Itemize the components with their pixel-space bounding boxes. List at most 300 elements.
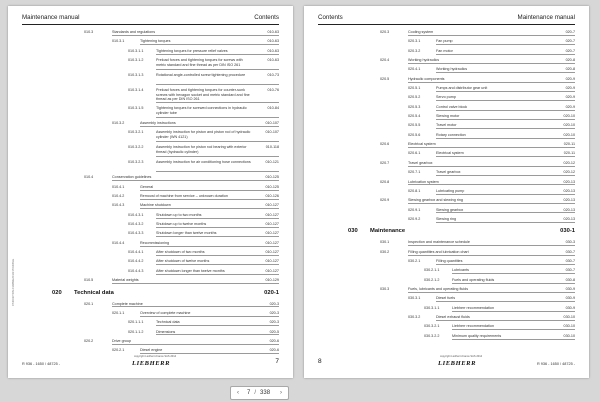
toc-leader-line — [140, 199, 279, 200]
toc-entry[interactable] — [22, 47, 279, 56]
toc-leader-line — [112, 344, 279, 345]
toc-entry-title: Inspection and maintenance schedule — [408, 240, 470, 245]
toc-entry-number: 010.5 — [84, 278, 94, 283]
toc-entry[interactable] — [22, 128, 279, 143]
toc-entry[interactable] — [318, 285, 575, 294]
toc-leader-line — [408, 63, 575, 64]
toc-entry[interactable] — [22, 143, 279, 158]
toc-entry[interactable] — [318, 266, 575, 275]
toc-entry-title: Diesel fuels — [436, 296, 456, 301]
toc-entry[interactable] — [318, 206, 575, 215]
toc-leader-line — [436, 54, 575, 55]
toc-entry-title: Control valve block — [436, 104, 468, 109]
toc-entry-page: 020-6 — [269, 348, 279, 353]
toc-entry-number: 020.7 — [380, 160, 390, 165]
toc-entry-page: 010-73 — [267, 73, 279, 78]
toc-entry-number: 030.3.1 — [408, 296, 421, 301]
page-navigator — [230, 386, 289, 400]
toc-entry-page: 010-63 — [267, 30, 279, 34]
toc-leader-line — [452, 329, 575, 330]
toc-entry[interactable] — [318, 257, 575, 266]
toc-entry-number: 010.3.2.3 — [128, 160, 144, 165]
toc-entry-page: 020-12 — [563, 170, 575, 175]
toc-entry[interactable] — [318, 103, 575, 112]
toc-entry-title: Lubricating pump — [436, 188, 465, 193]
toc-entry[interactable] — [22, 183, 279, 192]
toc-entry[interactable] — [318, 238, 575, 247]
toc-entry-page: 020-3 — [269, 310, 279, 315]
page-number: 8 — [318, 358, 322, 365]
toc-entry-title: Working hydraulics — [408, 58, 440, 63]
toc-entry-title: Fuels and operating fluids — [452, 277, 495, 282]
toc-entry-title: Tightening torques for pressure relief valves — [156, 48, 228, 53]
toc-entry-page: 030-7 — [565, 249, 575, 254]
toc-entry-title: Hydraulic components — [408, 76, 445, 81]
toc-entry[interactable] — [318, 75, 575, 84]
header-title: Maintenance manual — [517, 14, 575, 21]
toc-leader-line — [112, 35, 279, 36]
toc-leader-line — [408, 203, 575, 204]
toc-entry-page: 030-9 — [565, 305, 575, 310]
toc-entry-number: 020.3 — [380, 30, 390, 34]
toc-entry-page: 010-76 — [267, 88, 279, 93]
toc-entry[interactable] — [22, 257, 279, 266]
toc-entry-title: Diesel exhaust fluids — [436, 314, 470, 319]
toc-entry-title: Liebherr recommendation — [452, 324, 495, 329]
toc-entry-page: 020-9 — [565, 104, 575, 109]
toc-entry-page: 010-125 — [265, 184, 279, 189]
toc-entry-number: 020.9.2 — [408, 216, 421, 221]
toc-entry-number: 020.3.2 — [408, 48, 421, 53]
toc-entry[interactable] — [318, 93, 575, 102]
toc-entry-page: 030-10 — [563, 333, 575, 338]
toc-entry[interactable] — [22, 267, 279, 276]
liebherr-logo: LIEBHERR — [132, 360, 171, 367]
toc-entry-number: 020.5.6 — [408, 132, 421, 137]
toc-entry-page: 010-63 — [267, 58, 279, 63]
toc-entry-number: 010.4.3 — [112, 203, 125, 208]
footer-document-code: R 936 - 1650 / 48725 - — [22, 362, 60, 366]
toc-entry-title: Fan pump — [436, 39, 453, 44]
toc-leader-line — [112, 283, 279, 284]
toc-entry-title: Assembly instructions — [140, 121, 176, 126]
viewer-toolbar — [0, 382, 600, 402]
toc-entry[interactable] — [318, 112, 575, 121]
toc-leader-line — [408, 184, 575, 185]
toc-entry[interactable] — [22, 337, 279, 346]
toc-entry-number: 010.4.2 — [112, 194, 125, 199]
toc-entry[interactable] — [22, 229, 279, 238]
toc-entry-title: Minimum quality requirements — [452, 333, 502, 338]
toc-entry[interactable] — [22, 37, 279, 46]
table-of-contents — [318, 28, 575, 341]
toc-entry-page: 030-9 — [565, 296, 575, 301]
side-document-code: 073003/TRN-01/MME2014/17/04/BLE — [11, 258, 15, 306]
toc-entry-number: 020.6.1 — [408, 151, 421, 156]
toc-entry-page: 020-12 — [563, 160, 575, 165]
toc-entry-page: 020-11 — [563, 142, 575, 147]
toc-entry-number: 020.8.1 — [408, 188, 421, 193]
toc-entry-number: 010.3.1.1 — [128, 48, 144, 53]
toc-entry-title: Machine shutdown — [140, 203, 171, 208]
toc-entry-title: Travel motor — [436, 123, 457, 128]
toc-leader-line — [408, 147, 575, 148]
toc-leader-line — [408, 292, 575, 293]
toc-entry-title: Complete machine — [112, 301, 143, 306]
toc-entry-page: 010-125 — [265, 175, 279, 180]
toc-leader-line — [156, 102, 279, 103]
toc-chapter[interactable] — [318, 224, 575, 238]
toc-leader-line — [436, 264, 575, 265]
toc-entry-page: 020-8 — [565, 58, 575, 63]
toc-entry-number: 030 — [348, 228, 358, 235]
toc-entry-number: 020.5.4 — [408, 114, 421, 119]
toc-entry[interactable] — [318, 159, 575, 168]
toc-entry[interactable] — [318, 149, 575, 158]
toc-leader-line — [140, 44, 279, 45]
toc-entry[interactable] — [318, 196, 575, 205]
toc-entry-title: Lubrication system — [408, 179, 439, 184]
toc-leader-line — [156, 218, 279, 219]
toc-entry-number: 020.3.1 — [408, 39, 421, 44]
toc-entry-title: Preload forces and tightening torques for counter-sunk screws with hexagon socket and metric standard and fine thread as per DIN ISO 261 — [156, 88, 250, 102]
toc-leader-line — [156, 334, 279, 335]
toc-entry[interactable] — [318, 313, 575, 322]
toc-entry-page: 020-13 — [563, 216, 575, 221]
toc-entry[interactable] — [22, 158, 279, 173]
toc-leader-line — [156, 255, 279, 256]
toc-leader-line — [408, 82, 575, 83]
toc-entry[interactable] — [318, 131, 575, 140]
toc-entry-number: 010.4.3.3 — [128, 231, 144, 236]
toc-leader-line — [112, 180, 279, 181]
toc-leader-line — [452, 339, 575, 340]
left-page — [8, 6, 293, 378]
toc-entry-page: 010-127 — [265, 240, 279, 245]
toc-entry-title: General — [140, 184, 154, 189]
toc-entry-title: Diesel engine — [140, 348, 163, 353]
toc-entry-page: 020-1 — [264, 289, 279, 296]
toc-entry-number: 030.3.2.1 — [424, 324, 440, 329]
toc-entry-title: Slewing gearbox and slewing ring — [408, 198, 463, 203]
toc-entry-title: Rotary connection — [436, 132, 466, 137]
toc-leader-line — [436, 72, 575, 73]
toc-entry[interactable] — [22, 239, 279, 248]
footer-copyright: copyright Liebherr-France SAS 2014 — [440, 355, 483, 358]
toc-entry[interactable] — [318, 332, 575, 341]
toc-leader-line — [140, 246, 279, 247]
toc-entry-number: 020.9 — [380, 198, 390, 203]
toc-entry-page: 010-84 — [267, 106, 279, 111]
right-page — [304, 6, 589, 378]
toc-entry-title: Working hydraulics — [436, 67, 468, 72]
toc-entry[interactable] — [318, 140, 575, 149]
toc-leader-line — [408, 255, 575, 256]
toc-entry-number: 020.2 — [84, 338, 94, 343]
toc-entry-number: 010.3.2.1 — [128, 130, 144, 135]
toc-entry[interactable] — [318, 28, 575, 37]
toc-entry[interactable] — [22, 309, 279, 318]
toc-entry[interactable] — [318, 65, 575, 74]
toc-leader-line — [436, 301, 575, 302]
toc-entry-number: 030.2 — [380, 249, 390, 254]
toc-entry-number: 010.4.1 — [112, 184, 125, 189]
toc-entry-page: 020-10 — [563, 123, 575, 128]
toc-entry-title: After shutdown of twelve months — [156, 259, 210, 264]
toc-entry-title: After shutdown of two months — [156, 250, 205, 255]
toc-entry-title: Assembly instruction for air conditioning hose connections — [156, 160, 251, 165]
toc-entry-number: 030.3.2.2 — [424, 333, 440, 338]
toc-leader-line — [112, 306, 279, 307]
toc-entry-page: 010-127 — [265, 259, 279, 264]
toc-entry-page: 020-10 — [563, 132, 575, 137]
current-page-input[interactable]: 7 — [247, 390, 251, 396]
toc-entry-title: Liebherr recommendation — [452, 305, 495, 310]
toc-entry-number: 020.5.5 — [408, 123, 421, 128]
toc-entry-number: 010.3.1.4 — [128, 88, 144, 93]
toc-entry-title: Cooling system — [408, 30, 434, 34]
toc-entry[interactable] — [22, 71, 279, 86]
toc-entry-number: 010.3.2 — [112, 121, 125, 126]
toc-entry-title: Shutdown longer than twelve months — [156, 231, 217, 236]
toc-entry-page: 010-127 — [265, 212, 279, 217]
toc-leader-line — [436, 175, 575, 176]
toc-entry[interactable] — [318, 248, 575, 257]
toc-entry-title: Electrical system — [436, 151, 464, 156]
toc-entry-title: Technical data — [74, 289, 114, 296]
toc-entry-page: 030-1 — [560, 228, 575, 235]
toc-entry-title: Maintenance — [370, 228, 406, 235]
toc-leader-line — [408, 35, 575, 36]
toc-entry-title: Material weights — [112, 278, 139, 283]
toc-entry-title: Recommissioning — [140, 240, 170, 245]
toc-entry-title: Pumps and distributor gear unit — [436, 86, 488, 91]
toc-entry[interactable] — [318, 178, 575, 187]
toc-leader-line — [436, 119, 575, 120]
toc-entry[interactable] — [22, 173, 279, 182]
toc-entry-page: 010-121 — [265, 160, 279, 165]
toc-entry-page: 020-13 — [563, 207, 575, 212]
toc-entry-number: 020.5.1 — [408, 86, 421, 91]
toc-leader-line — [140, 208, 279, 209]
toc-entry-title: Shutdown up to twelve months — [156, 222, 207, 227]
page-header — [318, 14, 575, 25]
toc-leader-line — [436, 138, 575, 139]
toc-entry-number: 020.9.1 — [408, 207, 421, 212]
toc-entry-title: Conservation guidelines — [112, 175, 152, 180]
toc-entry[interactable] — [318, 37, 575, 46]
toc-entry-number: 010.4.4 — [112, 240, 125, 245]
toc-entry-title: Slewing ring — [436, 216, 457, 221]
total-pages: 338 — [260, 390, 271, 396]
toc-leader-line — [452, 283, 575, 284]
toc-entry-page: 020-7 — [565, 48, 575, 53]
toc-entry-number: 020.4.1 — [408, 67, 421, 72]
header-title: Maintenance manual — [22, 14, 80, 21]
toc-entry-page: 030-9 — [565, 286, 575, 291]
toc-entry-page: 010-127 — [265, 268, 279, 273]
footer-document-code: R 936 - 1650 / 48725 - — [537, 362, 575, 366]
toc-entry-title: Tightening torques for screwed connections in hydraulic cylinder tube — [156, 106, 247, 115]
toc-entry-page: 020-10 — [563, 114, 575, 119]
toc-entry-number: 030.2.1.1 — [424, 268, 440, 273]
toc-entry[interactable] — [22, 211, 279, 220]
toc-entry[interactable] — [22, 220, 279, 229]
toc-entry-number: 020.5 — [380, 76, 390, 81]
toc-entry-number: 010.3.2.2 — [128, 145, 144, 150]
toc-leader-line — [436, 320, 575, 321]
toc-entry-number: 020.5.2 — [408, 95, 421, 100]
toc-entry-page: 030-3 — [565, 240, 575, 245]
toc-entry-title: Rotational angle-controlled screw tightening procedure — [156, 73, 246, 78]
toc-entry-number: 010.4.4.3 — [128, 268, 144, 273]
toc-entry-page: 020-5 — [269, 329, 279, 334]
toc-leader-line — [140, 190, 279, 191]
toc-entry[interactable] — [318, 56, 575, 65]
toc-entry-page: 030-10 — [563, 324, 575, 329]
toc-entry-number: 010.3.1.2 — [128, 58, 144, 63]
toc-entry[interactable] — [318, 215, 575, 224]
toc-entry-page: 020-11 — [563, 151, 575, 156]
toc-entry-number: 010.3.1.3 — [128, 73, 144, 78]
toc-entry[interactable] — [318, 304, 575, 313]
toc-entry-page: 020-3 — [269, 320, 279, 325]
toc-entry-title: Assembly instruction for piston and piston rod of hydraulic cylinder (WN 4121) — [156, 130, 251, 139]
toc-entry-number: 020.1.1.1 — [128, 320, 144, 325]
toc-entry-page: 030-8 — [565, 277, 575, 282]
toc-entry[interactable] — [22, 248, 279, 257]
toc-entry-page: 010-127 — [265, 250, 279, 255]
toc-leader-line — [408, 166, 575, 167]
toc-leader-line — [156, 69, 279, 70]
toc-entry-title: Dimensions — [156, 329, 176, 334]
toc-entry-title: Fuels, lubricants and operating fluids — [408, 286, 469, 291]
toc-entry-title: Slewing motor — [436, 114, 460, 119]
toc-leader-line — [436, 91, 575, 92]
page-footer — [318, 355, 575, 370]
toc-entry-title: Fan motor — [436, 48, 453, 53]
toc-entry-page: 010-107 — [265, 121, 279, 126]
toc-leader-line — [408, 245, 575, 246]
next-page-button[interactable]: › — [280, 390, 283, 396]
toc-entry-title: Electrical system — [408, 142, 436, 147]
toc-entry-title: Preload forces and tightening torques for screws with metric standard and fine thread as per DIN ISO 261 — [156, 58, 243, 67]
toc-entry-page: 020-3 — [269, 301, 279, 306]
toc-entry-number: 030.3.1.1 — [424, 305, 440, 310]
previous-page-button[interactable]: ‹ — [237, 390, 239, 396]
toc-entry[interactable] — [318, 294, 575, 303]
toc-entry[interactable] — [22, 328, 279, 337]
toc-entry-page: 020-9 — [565, 86, 575, 91]
page-number: 7 — [275, 358, 279, 365]
toc-chapter[interactable] — [22, 286, 279, 300]
toc-entry-number: 020.4 — [380, 58, 390, 63]
toc-entry-page: 020-7 — [565, 39, 575, 44]
toc-leader-line — [436, 212, 575, 213]
toc-entry-page: 020-13 — [563, 188, 575, 193]
toc-entry-title: After shutdown longer than twelve months — [156, 268, 225, 273]
toc-entry-title: Filling quantities and lubrication chart — [408, 249, 469, 254]
toc-entry-page: 010-126 — [265, 194, 279, 199]
toc-entry-number: 020.6 — [380, 142, 390, 147]
toc-entry-page: 030-7 — [565, 258, 575, 263]
page-footer — [22, 355, 279, 370]
toc-entry-title: Assembly instruction for piston rod bearing with exterior thread (hydraulic cylinder) — [156, 145, 247, 154]
toc-entry[interactable] — [22, 300, 279, 309]
toc-entry-number: 010.3 — [84, 30, 94, 34]
toc-entry-number: 020.1 — [84, 301, 94, 306]
toc-entry-number: 010.4.3.1 — [128, 212, 144, 217]
toc-entry[interactable] — [318, 168, 575, 177]
toc-entry[interactable] — [22, 104, 279, 119]
toc-leader-line — [436, 110, 575, 111]
toc-entry-number: 010.3.1.5 — [128, 106, 144, 111]
toc-leader-line — [156, 236, 279, 237]
toc-entry-page: 020-7 — [565, 30, 575, 34]
toc-entry-number: 020.2.1 — [112, 348, 125, 353]
toc-leader-line — [156, 156, 279, 157]
toc-entry-page: 010-107 — [265, 130, 279, 135]
toc-entry-title: Overview of complete machine — [140, 310, 191, 315]
toc-leader-line — [452, 311, 575, 312]
header-section: Contents — [254, 14, 279, 21]
toc-entry-page: 020-13 — [563, 198, 575, 203]
toc-entry[interactable] — [22, 192, 279, 201]
toc-leader-line — [156, 171, 279, 172]
toc-entry[interactable] — [318, 187, 575, 196]
toc-entry-page: 010-118 — [265, 145, 279, 150]
toc-entry[interactable] — [22, 119, 279, 128]
toc-entry-title: Slewing gearbox — [436, 207, 464, 212]
toc-entry-page: 010-63 — [267, 48, 279, 53]
toc-entry-number: 030.2.1.2 — [424, 277, 440, 282]
toc-entry-title: Removal of machine from service – unknown duration — [140, 194, 228, 199]
toc-leader-line — [156, 117, 279, 118]
toc-entry[interactable] — [318, 84, 575, 93]
toc-leader-line — [156, 54, 279, 55]
toc-entry[interactable] — [22, 28, 279, 37]
toc-leader-line — [436, 222, 575, 223]
toc-leader-line — [156, 84, 279, 85]
toc-entry[interactable] — [318, 121, 575, 130]
table-of-contents — [22, 28, 279, 356]
toc-entry[interactable] — [22, 201, 279, 210]
toc-entry[interactable] — [22, 56, 279, 71]
toc-leader-line — [436, 156, 575, 157]
toc-entry-page: 010-63 — [267, 39, 279, 44]
toc-entry-title: Servo pump — [436, 95, 456, 100]
toc-entry[interactable] — [22, 318, 279, 327]
toc-entry-number: 020.1.1 — [112, 310, 125, 315]
toc-entry[interactable] — [318, 322, 575, 331]
toc-entry[interactable] — [22, 276, 279, 285]
toc-entry-title: Standards and regulations — [112, 30, 156, 34]
toc-leader-line — [436, 128, 575, 129]
toc-entry-number: 020.8 — [380, 179, 390, 184]
toc-entry[interactable] — [318, 47, 575, 56]
toc-entry[interactable] — [318, 276, 575, 285]
toc-entry-number: 010.4.4.2 — [128, 259, 144, 264]
toc-entry-page: 020-9 — [565, 95, 575, 100]
toc-entry-title: Technical data — [156, 320, 180, 325]
toc-entry-number: 020.5.3 — [408, 104, 421, 109]
toc-leader-line — [156, 274, 279, 275]
toc-entry-page: 020-9 — [565, 76, 575, 81]
toc-leader-line — [140, 126, 279, 127]
toc-entry-number: 010.3.1 — [112, 39, 125, 44]
toc-entry-title: Tightening torques — [140, 39, 171, 44]
toc-entry[interactable] — [22, 86, 279, 104]
